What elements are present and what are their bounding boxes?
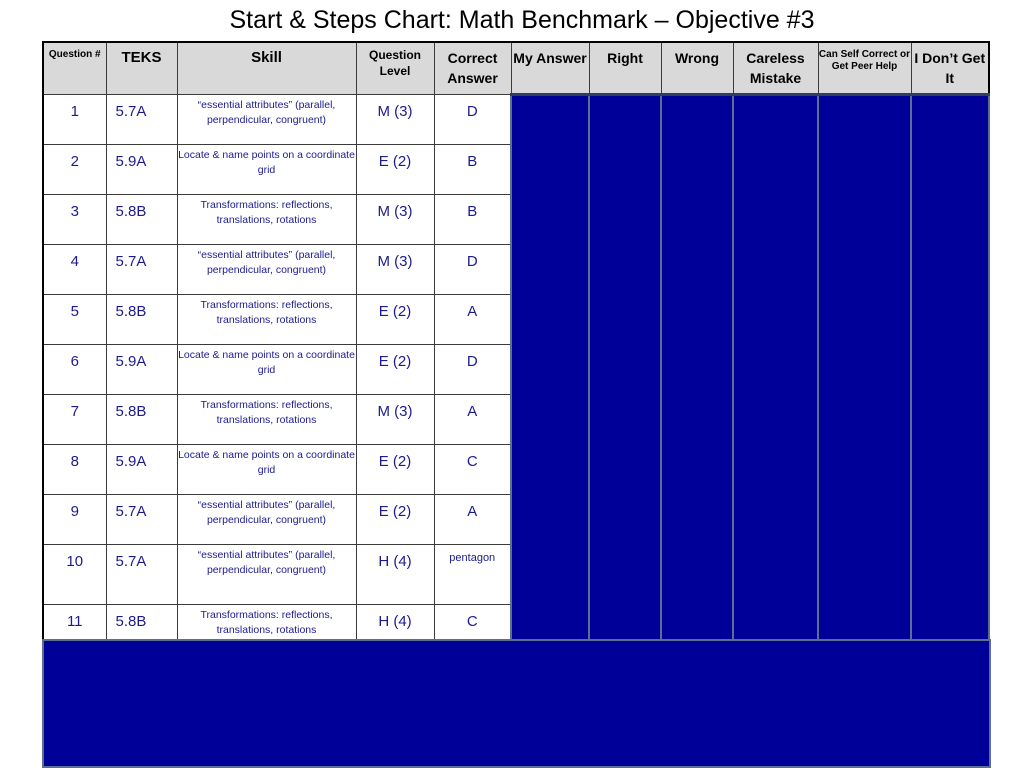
- question-number-cell: 8: [43, 444, 106, 494]
- careless-mistake-column[interactable]: [733, 94, 818, 733]
- skill-cell: Transformations: reflections, translations, rotations: [177, 194, 356, 244]
- dont-get-it-column[interactable]: [911, 94, 989, 733]
- correct-answer-cell: B: [434, 194, 511, 244]
- question-number-cell: 10: [43, 544, 106, 604]
- header-skill: Skill: [177, 42, 356, 94]
- header-dont-get-it: I Don’t Get It: [911, 42, 989, 94]
- question-level-cell: H (4): [356, 604, 434, 654]
- header-question-level: Question Level: [356, 42, 434, 94]
- skill-cell: Locate & name points on a coordinate grid: [177, 344, 356, 394]
- teks-cell: 5.7A: [106, 494, 177, 544]
- question-number-cell: 7: [43, 394, 106, 444]
- header-right: Right: [589, 42, 661, 94]
- skill-cell: “essential attributes” (parallel, perpendicular, congruent): [177, 94, 356, 144]
- table-body: [43, 94, 989, 733]
- header-careless-mistake: Careless Mistake: [733, 42, 818, 94]
- question-level-cell: M (3): [356, 194, 434, 244]
- question-level-cell: M (3): [356, 244, 434, 294]
- question-number-cell: 3: [43, 194, 106, 244]
- self-correct-column[interactable]: [818, 94, 911, 733]
- correct-answer-cell: B: [434, 144, 511, 194]
- wrong-column[interactable]: [661, 94, 733, 733]
- skill-cell: “essential attributes” (parallel, perpendicular, congruent): [177, 494, 356, 544]
- teks-cell: 5.7A: [106, 544, 177, 604]
- teks-cell: 5.8B: [106, 294, 177, 344]
- question-number-cell: 4: [43, 244, 106, 294]
- teks-cell: 5.8B: [106, 394, 177, 444]
- question-level-cell: E (2): [356, 444, 434, 494]
- teks-cell: 5.7A: [106, 244, 177, 294]
- question-number-cell: 1: [43, 94, 106, 144]
- correct-answer-cell: A: [434, 394, 511, 444]
- skill-cell: Transformations: reflections, translations, rotations: [177, 294, 356, 344]
- correct-answer-cell: A: [434, 494, 511, 544]
- teks-cell: 5.9A: [106, 444, 177, 494]
- correct-answer-cell: C: [434, 604, 511, 654]
- question-level-cell: M (3): [356, 394, 434, 444]
- question-level-cell: E (2): [356, 144, 434, 194]
- question-level-cell: E (2): [356, 344, 434, 394]
- correct-answer-cell: D: [434, 94, 511, 144]
- question-level-cell: M (3): [356, 94, 434, 144]
- benchmark-table: [42, 41, 990, 734]
- question-number-cell: 2: [43, 144, 106, 194]
- skill-cell: Transformations: reflections, translations, rotations: [177, 394, 356, 444]
- skill-cell: Transformations: reflections, translations, rotations: [177, 604, 356, 654]
- header-wrong: Wrong: [661, 42, 733, 94]
- my-answer-column[interactable]: [511, 94, 589, 733]
- teks-cell: 5.7A: [106, 94, 177, 144]
- question-number-cell: 5: [43, 294, 106, 344]
- skill-cell: “essential attributes” (parallel, perpendicular, congruent): [177, 244, 356, 294]
- header-self-correct: Can Self Correct or Get Peer Help: [818, 42, 911, 94]
- correct-answer-cell: pentagon: [434, 544, 511, 604]
- right-column[interactable]: [589, 94, 661, 733]
- skill-cell: Locate & name points on a coordinate grid: [177, 444, 356, 494]
- teks-cell: 5.8B: [106, 604, 177, 654]
- teks-cell: 5.9A: [106, 144, 177, 194]
- header-teks: TEKS: [106, 42, 177, 94]
- teks-cell: 5.8B: [106, 194, 177, 244]
- correct-answer-cell: D: [434, 344, 511, 394]
- notes-panel: [42, 639, 991, 768]
- skill-cell: “essential attributes” (parallel, perpendicular, congruent): [177, 544, 356, 604]
- question-number-cell: 6: [43, 344, 106, 394]
- header-correct-answer: Correct Answer: [434, 42, 511, 94]
- table-row: [43, 94, 989, 144]
- skill-cell: Locate & name points on a coordinate grid: [177, 144, 356, 194]
- page-title: Start & Steps Chart: Math Benchmark – Objective #3: [229, 6, 815, 34]
- question-level-cell: E (2): [356, 294, 434, 344]
- question-level-cell: E (2): [356, 494, 434, 544]
- header-my-answer: My Answer: [511, 42, 589, 94]
- header-question-number: Question #: [43, 42, 106, 94]
- correct-answer-cell: C: [434, 444, 511, 494]
- correct-answer-cell: A: [434, 294, 511, 344]
- question-level-cell: H (4): [356, 544, 434, 604]
- question-number-cell: 9: [43, 494, 106, 544]
- correct-answer-cell: D: [434, 244, 511, 294]
- question-number-cell: 11: [43, 604, 106, 654]
- teks-cell: 5.9A: [106, 344, 177, 394]
